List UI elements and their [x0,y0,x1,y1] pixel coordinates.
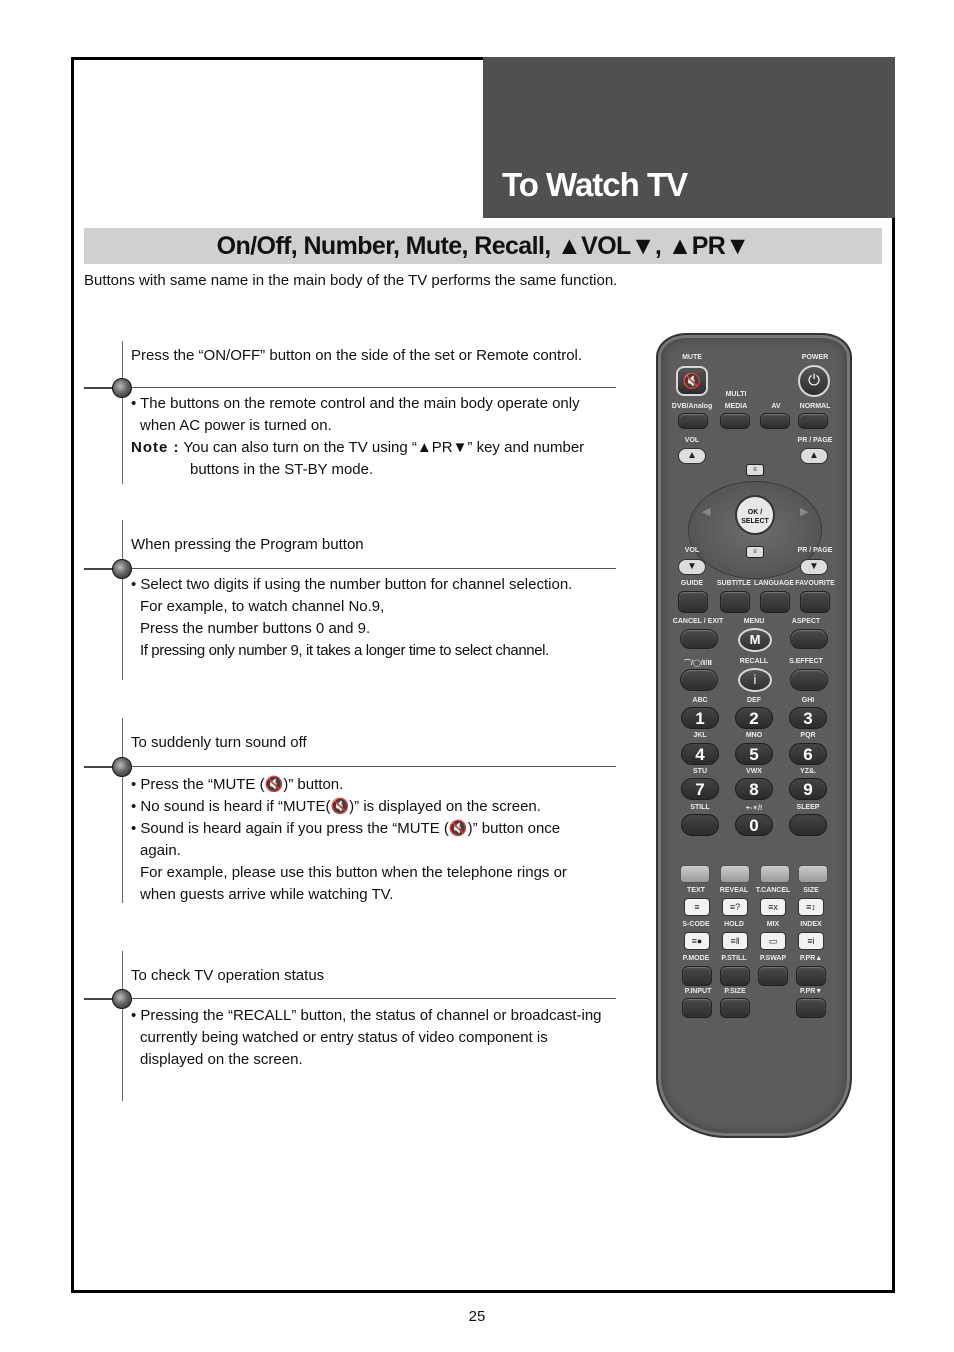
remote-button [678,591,708,613]
remote-label: LANGUAGE [753,580,795,587]
remote-button [796,966,826,986]
key-label: PQR [800,732,816,739]
reveal-icon: ≡? [722,898,748,916]
remote-label: PR / PAGE [797,547,833,554]
remote-label: ASPECT [791,618,821,625]
key-label: GHI [801,697,815,704]
remote-button [758,966,788,986]
remote-label: VOL [684,437,700,444]
section-heading: To suddenly turn sound off [131,734,307,751]
divider-long [122,568,616,569]
mix-icon: ▭ [760,932,786,950]
divider-long [122,998,616,999]
remote-button [720,413,750,429]
remote-label: FAVOURITE [795,580,835,587]
sleep-key [789,814,827,836]
number-key: 7 [681,778,719,800]
key-label: MNO [745,732,763,739]
remote-button [798,413,828,429]
bullet-text: • Pressing the “RECALL” button, the status of channel or broadcast-ing currently being watched or entry status of video component is displayed on the screen. [131,1007,602,1068]
key-label: YZ&. [800,768,816,775]
remote-label: MIX [766,921,780,928]
key-label: VWX [746,768,762,775]
remote-label: P.PR▲ [799,955,823,962]
hold-icon: ≡‖ [722,932,748,950]
remote-label: P.MODE [682,955,710,962]
remote-label: NORMAL [799,403,831,410]
colour-key [720,865,750,883]
remote-button [720,591,750,613]
bullet-knob-icon [112,757,132,777]
divider-vertical [122,341,123,484]
section-body [131,393,616,481]
bullet-text: • Press the “MUTE (🔇)” button. [131,776,344,793]
key-label: JKL [693,732,707,739]
note [131,437,616,459]
key-label: SLEEP [796,804,820,811]
teletext-icon: ≡ [746,464,764,476]
colour-key [680,865,710,883]
teletext-icon: ≡ [746,546,764,558]
remote-label: TEXT [687,887,705,894]
remote-label: P.INPUT [684,988,712,995]
remote-label: P.SIZE [724,988,746,995]
remote-label: GUIDE [680,580,704,587]
index-icon: ≡i [798,932,824,950]
number-key: 8 [735,778,773,800]
still-key [681,814,719,836]
bullet-text: • Select two digits if using the number button for channel selection. [131,576,573,593]
section-heading: When pressing the Program button [131,536,364,553]
remote-button [790,629,828,649]
divider-long [122,766,616,767]
left-arrow-icon: ◀ [702,506,711,518]
remote-button [796,998,826,1018]
page-title: To Watch TV [502,166,688,203]
section-body [131,574,616,662]
remote-label: S.EFFECT [789,658,823,665]
colour-key [760,865,790,883]
remote-button [678,413,708,429]
bullet-knob-icon [112,989,132,1009]
info-icon: i [738,668,772,692]
number-key: 5 [735,743,773,765]
body-line: For example, please use this button when the telephone rings or when guests arrive while watching TV. [140,864,567,903]
remote-label: SUBTITLE [716,580,752,587]
remote-label: T.CANCEL [755,887,791,894]
up-arrow-icon: ▲ [800,448,828,464]
number-key: 0 [735,814,773,836]
note-label: Note : [131,439,180,456]
remote-button [720,998,750,1018]
remote-label: S-CODE [682,921,710,928]
tcancel-icon: ≡x [760,898,786,916]
remote-label: PR / PAGE [797,437,833,444]
remote-label: HOLD [724,921,744,928]
remote-button [680,629,718,649]
remote-button [682,966,712,986]
remote-label: DVB/Analog [671,403,713,410]
bullet-knob-icon [112,559,132,579]
intro-text: Buttons with same name in the main body of the TV performs the same function. [84,272,618,289]
down-arrow-icon: ▼ [678,559,706,575]
divider-long [122,387,616,388]
section-body [131,1005,611,1071]
remote-label-mute: MUTE [682,354,702,361]
bullet-text: • Sound is heard again if you press the “MUTE (🔇)” button once again. [131,820,561,859]
remote-label: RECALL [739,658,769,665]
key-label: STU [693,768,707,775]
body-line: For example, to watch channel No.9, [140,598,385,615]
note-text: You can also turn on the TV using “▲PR▼” key and number [183,439,585,456]
remote-button [760,591,790,613]
remote-label: MULTI [725,391,747,398]
remote-button [720,966,750,986]
remote-label: P.PR▼ [799,988,823,995]
remote-button [760,413,790,429]
number-key: 1 [681,707,719,729]
section-body [131,774,601,906]
body-line: Press the number buttons 0 and 9. [140,620,371,637]
section-subtitle: On/Off, Number, Mute, Recall, ▲VOL▼, ▲PR▼ [216,232,750,260]
key-label: +-✶/! [745,805,763,812]
ok-select-button [735,495,775,535]
remote-label: VOL [684,547,700,554]
remote-button [682,998,712,1018]
remote-label: CANCEL / EXIT [672,618,724,625]
remote-button [800,591,830,613]
section-heading: To check TV operation status [131,967,325,984]
remote-label: MEDIA [724,403,748,410]
note-text-cont: buttons in the ST-BY mode. [190,461,374,478]
remote-label: P.STILL [721,955,747,962]
remote-label: SIZE [803,887,819,894]
remote-button [790,669,828,691]
divider-vertical [122,718,123,903]
text-icon: ≡ [684,898,710,916]
section-heading: Press the “ON/OFF” button on the side of the set or Remote control. [131,347,583,364]
size-icon: ≡↕ [798,898,824,916]
number-key: 4 [681,743,719,765]
divider-vertical [122,520,123,680]
scode-icon: ≡● [684,932,710,950]
number-key: 9 [789,778,827,800]
power-icon: ⏻ [798,365,830,397]
key-label: STILL [690,804,710,811]
right-arrow-icon: ▶ [800,506,809,518]
number-key: 6 [789,743,827,765]
key-label: ABC [692,697,708,704]
page-number: 25 [468,1308,486,1325]
colour-key [798,865,828,883]
remote-label: REVEAL [719,887,749,894]
number-key: 3 [789,707,827,729]
body-line: If pressing only number 9, it takes a longer time to select channel. [140,642,549,659]
up-arrow-icon: ▲ [678,448,706,464]
remote-label: INDEX [800,921,822,928]
remote-control-illustration [656,333,852,1138]
divider-vertical [122,951,123,1101]
number-key: 2 [735,707,773,729]
remote-label-power: POWER [801,354,829,361]
bullet-knob-icon [112,378,132,398]
mute-icon: 🔇 [676,366,708,396]
key-label: DEF [747,697,761,704]
remote-button [680,669,718,691]
remote-label: MENU [743,618,765,625]
ok-label: OK / [747,509,763,516]
bullet-text: • No sound is heard if “MUTE(🔇)” is displayed on the screen. [131,798,541,815]
bullet-text: • The buttons on the remote control and the main body operate only when AC power is turned on. [131,395,580,434]
remote-label: AV [771,403,781,410]
remote-label: P.SWAP [759,955,787,962]
select-label: SELECT [741,518,769,525]
down-arrow-icon: ▼ [800,559,828,575]
remote-label: ⌒/◯/Ⅰ/Ⅱ [684,660,712,667]
menu-button: M [738,628,772,652]
